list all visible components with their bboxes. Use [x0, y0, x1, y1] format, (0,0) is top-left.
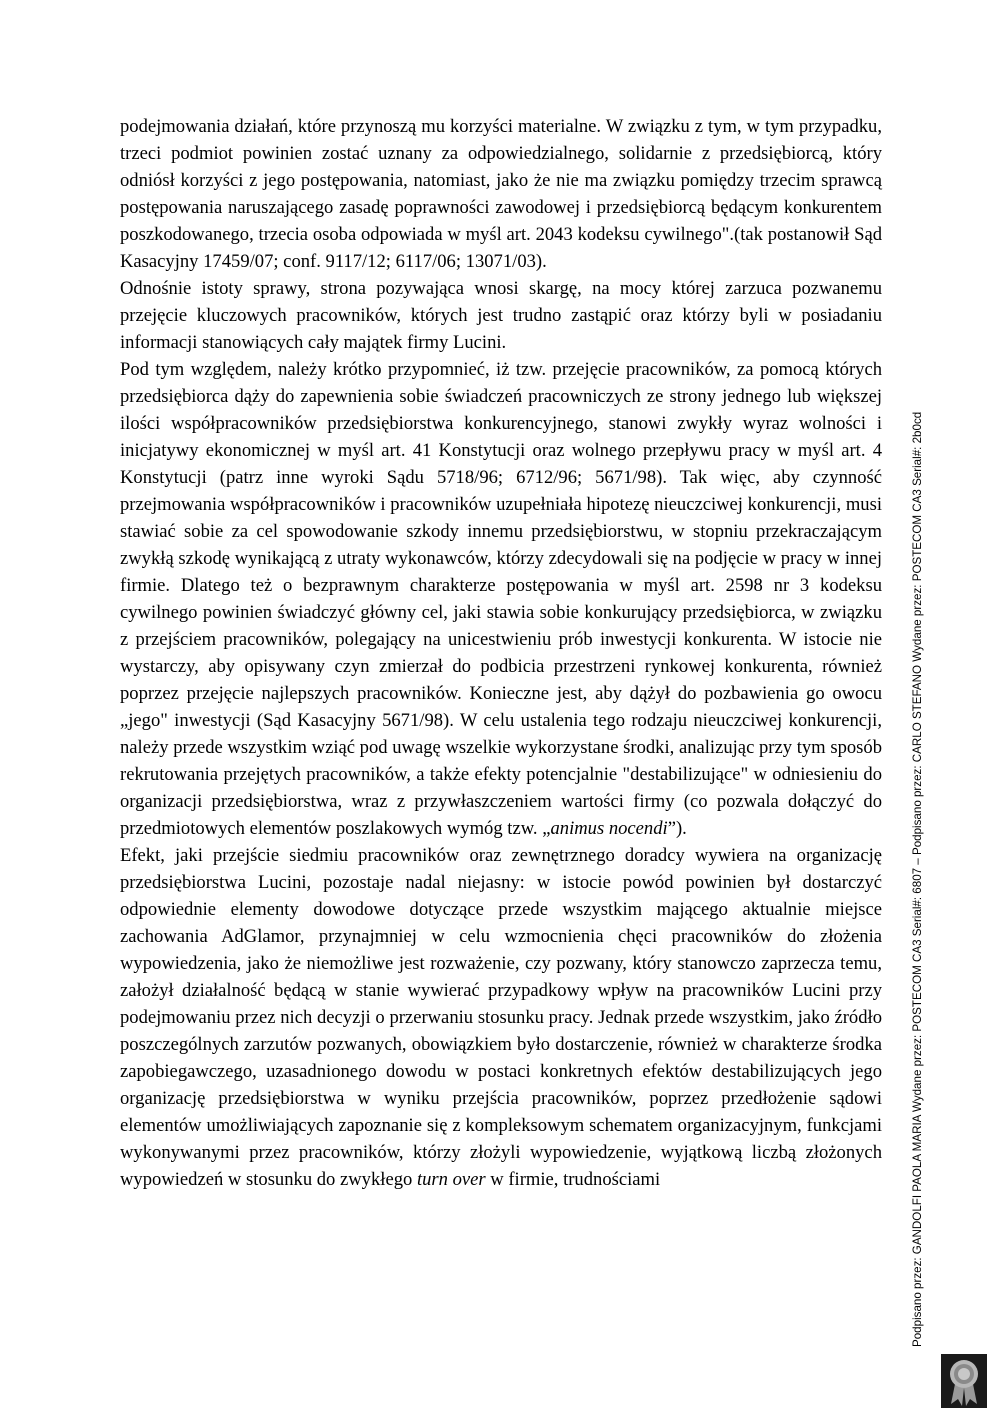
document-body — [120, 113, 882, 1193]
paragraph — [120, 113, 882, 275]
paragraph — [120, 842, 882, 1193]
paragraph-text: Odnośnie istoty sprawy, strona pozywająca wnosi skargę, na mocy której zarzuca pozwanemu przejęcie kluczowych pracowników, których jest trudno zastąpić oraz którzy byli w posiadaniu informacji stanowiących cały majątek firmy Lucini. — [120, 278, 882, 353]
award-seal-icon — [941, 1354, 987, 1408]
signature-stamp: Podpisano przez: GANDOLFI PAOLA MARIA Wydane przez: POSTECOM CA3 Serial#: 6807 – Podpisano przez: CARLO STEFANO Wydane przez: POSTECOM CA3 Serial#: 2b0cd — [911, 411, 924, 1347]
paragraph-text: podejmowania działań, które przynoszą mu korzyści materialne. W związku z tym, w tym przypadku, trzeci podmiot powinien zostać uznany za odpowiedzialnego, solidarnie z przedsiębiorcą, który odniósł korzyści z jego postępowania, natomiast, jako że nie ma związku pomiędzy trzecim sprawcą postępowania naruszającego zasadę poprawności zawodowej i przedsiębiorcą będącym konkurentem poszkodowanego, trzecia osoba odpowiada w myśl art. 2043 kodeksu cywilnego".(tak postanowił Sąd Kasacyjny 17459/07; conf. 9117/12; 6117/06; 13071/03). — [120, 116, 882, 272]
paragraph-text: w firmie, trudnościami — [485, 1169, 661, 1190]
italic-term: turn over — [416, 1169, 486, 1190]
paragraph — [120, 275, 882, 356]
paragraph-text: ”). — [667, 818, 687, 839]
italic-term: animus nocendi — [550, 818, 668, 839]
paragraph-text: Pod tym względem, należy krótko przypomnieć, iż tzw. przejęcie pracowników, za pomocą których przedsiębiorca dąży do zapewnienia sobie świadczeń pracowniczych ze strony jednego lub większej ilości współpracowników przedsiębiorstwa konkurencyjnego, stanowi zwykły wyraz wolności i inicjatywy ekonomicznej w myśl art. 41 Konstytucji oraz wolnego przepływu pracy w myśl art. 4 Konstytucji (patrz inne wyroki Sądu 5718/96; 6712/96; 5671/98). Tak więc, aby czynność przejmowania współpracowników i pracowników uzupełniała hipotezę nieuczciwej konkurencji, musi stawiać sobie za cel spowodowanie szkody innemu przedsiębiorstwu, w stopniu przekraczającym zwykłą szkodę wynikającą z utraty wykonawców, którzy zdecydowali się na podjęcie w pracy w innej firmie. Dlatego też o bezprawnym charakterze postępowania w myśl art. 2598 nr 3 kodeksu cywilnego powinien świadczyć główny cel, jaki stawia sobie konkurujący przedsiębiorca, w związku z przejściem pracowników, polegający na unicestwieniu prób inwestycji konkurenta. W istocie nie wystarczy, aby opisywany czyn zmierzał do podbicia przestrzeni rynkowej konkurenta, również poprzez przejęcie najlepszych pracowników. Konieczne jest, aby dążył do pozbawienia go owocu „jego" inwestycji (Sąd Kasacyjny 5671/98). W celu ustalenia tego rodzaju nieuczciwej konkurencji, należy przede wszystkim wziąć pod uwagę wszelkie wykorzystane środki, analizując przy tym sposób rekrutowania przejętych pracowników, a także efekty potencjalnie "destabilizujące" w odniesieniu do organizacji przedsiębiorstwa, wraz z przywłaszczeniem wartości firmy (co pozwala dołączyć do przedmiotowych elementów poszlakowych wymóg tzw. „ — [120, 359, 882, 839]
paragraph-text: Efekt, jaki przejście siedmiu pracowników oraz zewnętrznego doradcy wywiera na organizację przedsiębiorstwa Lucini, pozostaje nadal niejasny: w istocie powód powinien był dostarczyć odpowiednie elementy dowodowe dotyczące przede wszystkim mającego aktualnie miejsce zachowania AdGlamor, przynajmniej w celu wzmocnienia chęci pracowników do złożenia wypowiedzenia, jako że niemożliwe jest rozważenie, czy pozwany, który stanowczo zaprzecza temu, założył działalność będącą w stanie wywierać przypadkowy wpływ na pracowników Lucini przy podejmowaniu przez nich decyzji o przerwaniu stosunku pracy. Jednak przede wszystkim, jako źródło poszczególnych zarzutów pozwanych, obowiązkiem było dostarczenie, również w charakterze środka zapobiegawczego, uzasadnionego dowodu w postaci konkretnych efektów destabilizujących jego organizację przedsiębiorstwa w wyniku przejścia pracowników, poprzez przedłożenie sądowi elementów umożliwiających zapoznanie się z kompleksowym schematem organizacyjnym, funkcjami wykonywanymi przez pracowników, którzy złożyli wypowiedzenie, wyjątkową liczbą złożonych wypowiedzeń w stosunku do zwykłego — [120, 845, 882, 1190]
paragraph — [120, 356, 882, 842]
